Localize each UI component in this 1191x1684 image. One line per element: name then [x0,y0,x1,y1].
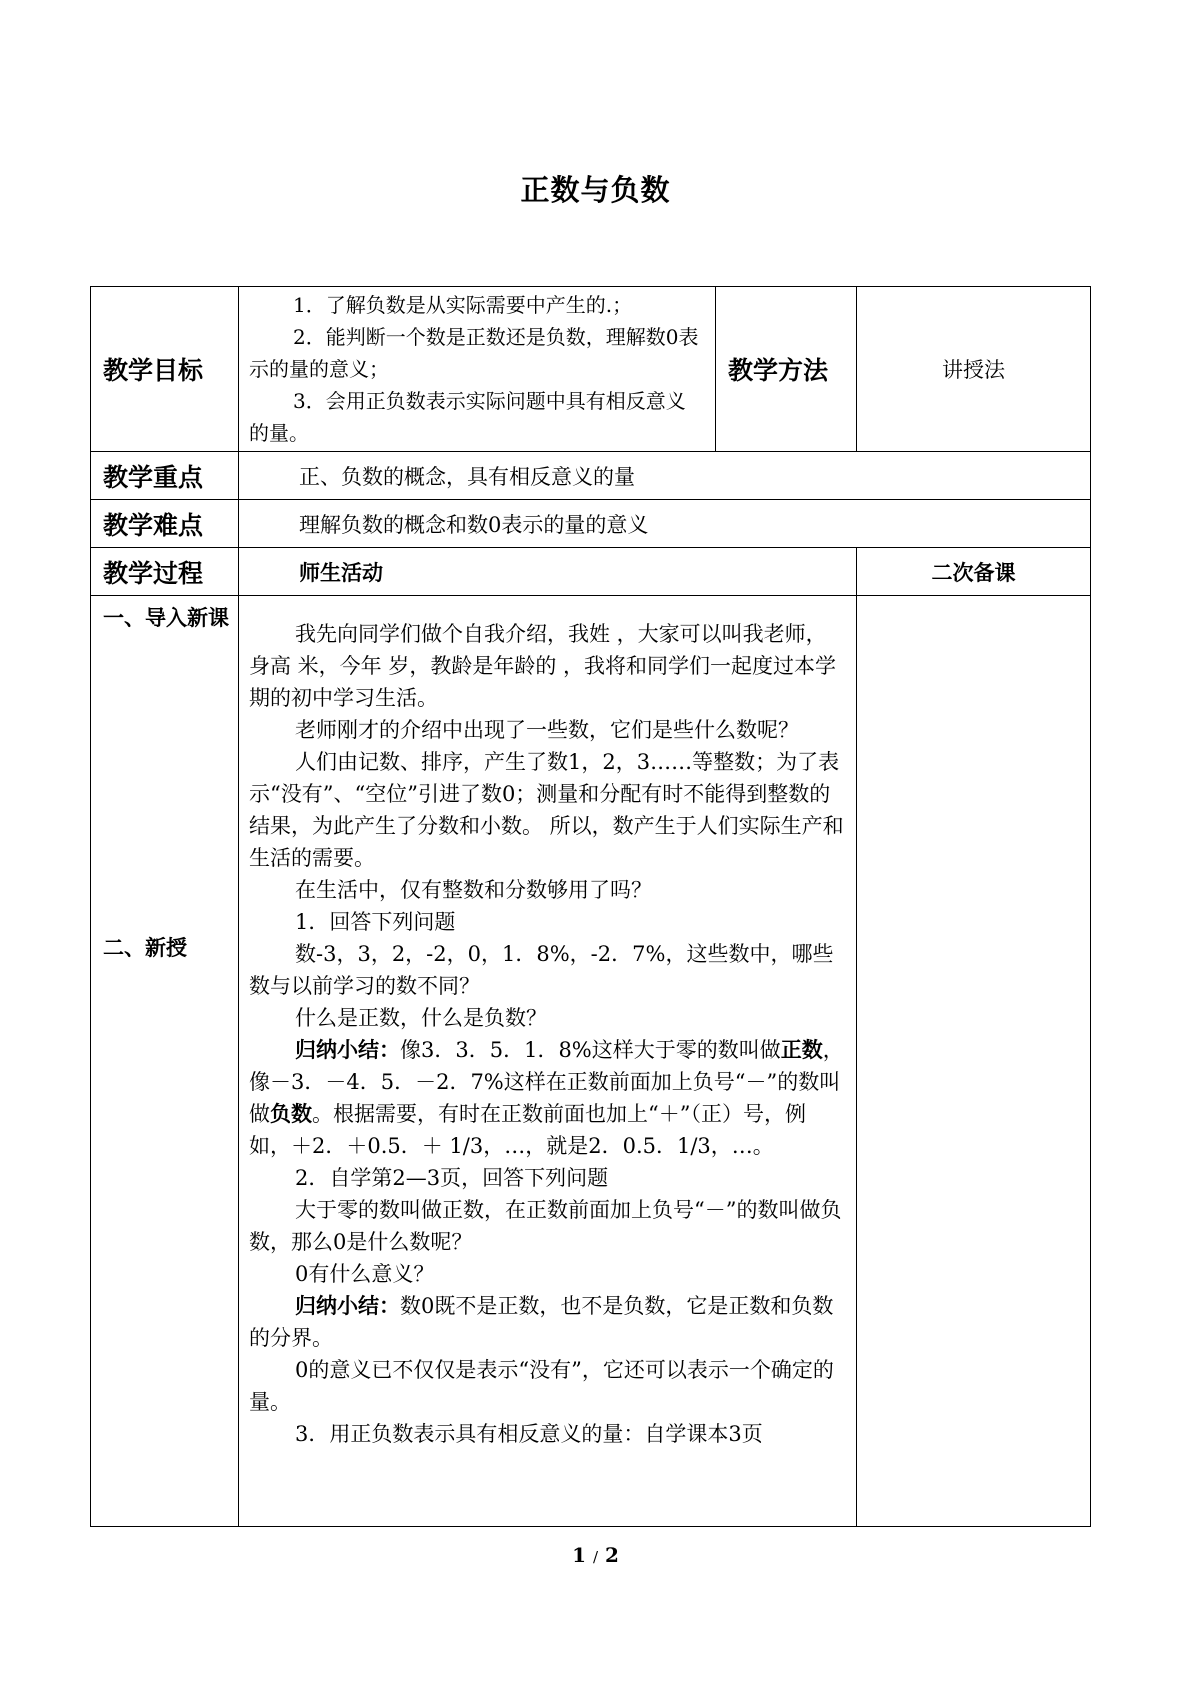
paragraph: 0的意义已不仅仅是表示“没有”，它还可以表示一个确定的量。 [249,1358,834,1414]
summary-label: 归纳小结： [295,1294,400,1318]
term-negative: 负数 [270,1102,312,1126]
section-intro-label: 一、导入新课 [103,606,229,630]
summary-paragraph [249,1034,846,1162]
page-title: 正数与负数 [520,173,671,207]
objectives-content [239,287,716,452]
paragraph: 人们由记数、排序，产生了数1，2，3……等整数；为了表示“没有”、“空位”引进了数0；测量和分配有时不能得到整数的结果，为此产生了分数和小数。 所以，数产生于人们实际生产和生活的需要。 [249,750,844,870]
prep-column-header: 二次备课 [857,548,1091,596]
paragraph: 1．回答下列问题 [295,910,456,934]
key-point-value: 正、负数的概念，具有相反意义的量 [239,452,1091,500]
paragraph: 老师刚才的介绍中出现了一些数，它们是些什么数呢？ [295,718,799,742]
term-positive: 正数 [780,1038,823,1062]
key-point-row [91,452,1091,500]
paragraph: 大于零的数叫做正数，在正数前面加上负号“－”的数叫做负数，那么0是什么数呢？ [249,1198,842,1254]
difficulty-row [91,500,1091,548]
activity-content [239,596,857,1527]
page-total: 2 [605,1543,619,1567]
difficulty-label: 教学难点 [91,500,239,548]
page-number [0,1543,1191,1567]
activity-column-header: 师生活动 [239,548,857,596]
paragraph: 什么是正数，什么是负数？ [295,1006,547,1030]
method-label: 教学方法 [716,287,857,452]
text-run: 像3．3．5．1．8%这样大于零的数叫做 [400,1038,781,1062]
paragraph: 在生活中，仅有整数和分数够用了吗？ [295,878,652,902]
paragraph: 0有什么意义？ [295,1262,435,1286]
section-label-cell [91,596,239,1527]
text-run: ，像－3．－4．5．－2．7%这样在正数前面加上负号“－”的数叫做 [249,1038,844,1126]
objective-item: 3．会用正负数表示实际问题中具有相反意义的量。 [249,389,686,445]
objectives-row [91,287,1091,452]
page-separator: / [592,1548,599,1566]
summary-label: 归纳小结： [295,1038,400,1062]
process-header-row [91,548,1091,596]
paragraph: 3．用正负数表示具有相反意义的量：自学课本3页 [295,1422,763,1446]
summary-paragraph [249,1290,846,1354]
page-current: 1 [572,1543,586,1567]
process-label: 教学过程 [91,548,239,596]
method-value: 讲授法 [857,287,1091,452]
paragraph: 数-3，3，2，-2，0，1．8%，-2．7%，这些数中，哪些数与以前学习的数不同？ [249,942,834,998]
difficulty-value: 理解负数的概念和数0表示的量的意义 [239,500,1091,548]
text-run: 数0既不是正数，也不是负数，它是正数和负数的分界。 [249,1294,834,1350]
objectives-label: 教学目标 [91,287,239,452]
process-content-row [91,596,1091,1527]
lesson-plan-table [90,286,1091,1527]
objective-item: 1．了解负数是从实际需要中产生的.； [293,293,633,317]
key-point-label: 教学重点 [91,452,239,500]
prep-notes-cell [857,596,1091,1527]
section-new-label: 二、新授 [103,936,187,960]
paragraph: 我先向同学们做个自我介绍，我姓 ，大家可以叫我老师，身高 米，今年 岁，教龄是年龄的 ，我将和同学们一起度过本学期的初中学习生活。 [249,622,837,710]
text-run: 。根据需要，有时在正数前面也加上“＋”（正）号，例如，＋2．＋0.5．＋ 1/3，…，就是2．0.5．1/3，…。 [249,1102,806,1158]
paragraph: 2．自学第2—3页，回答下列问题 [295,1166,609,1190]
objective-item: 2．能判断一个数是正数还是负数，理解数0表示的量的意义； [249,325,699,381]
